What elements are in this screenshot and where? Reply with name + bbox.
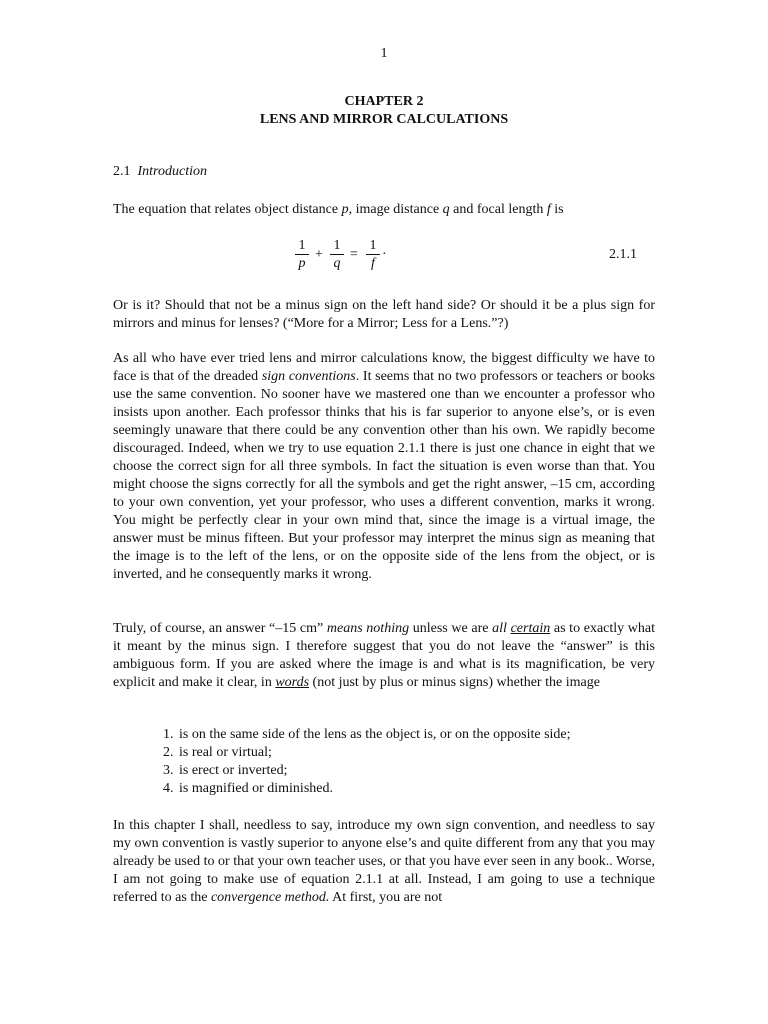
equation-number: 2.1.1 — [609, 247, 637, 262]
equation-end-dot: · — [382, 247, 387, 262]
section-number: 2.1 — [113, 164, 131, 179]
section-title: Introduction — [137, 164, 207, 179]
paragraph-sign-conventions: As all who have ever tried lens and mirror calculations know, the biggest difficulty we have to face is that of the dreaded sign conventions. It seems that no two professors or teachers or books use the same convention. No sooner have we mastered one than we encounter a professor who insists upon another. Each professor thinks that his is far superior to anyone else’s, or is even seemingly unaware that there could be any convention other than his own. We rapidly become discouraged. Indeed, when we try to use equation 2.1.1 there is just one chance in eight that we choose the correct sign for all three symbols. In fact the situation is even worse than that. You might choose the signs correctly for all the symbols and get the right answer, –15 cm, according to your own convention, yet your professor, who uses a different convention, marks it wrong. You might be perfectly clear in your own mind that, since the image is a virtual image, the answer must be minus fifteen. But your professor may interpret the minus sign as meaning that the image is to the left of the lens, or on the opposite side of the lens from the object, or is inverted, and he consequently marks it wrong. — [113, 351, 655, 582]
fraction-1-over-q: 1 q — [330, 237, 344, 272]
lens-equation — [290, 237, 400, 277]
list-item: 2. is real or virtual; — [177, 744, 571, 762]
list-item: 4. is magnified or diminished. — [177, 780, 571, 798]
page-number: 1 — [380, 46, 388, 61]
chapter-number: CHAPTER 2 — [344, 94, 424, 109]
intro-paragraph: The equation that relates object distance p, image distance q and focal length f is — [113, 202, 564, 217]
image-property-list — [155, 726, 571, 798]
paragraph-or-is-it: Or is it? Should that not be a minus sign on the left hand side? Or should it be a plus sign for mirrors and minus for lenses? (“More for a Mirror; Less for a Lens.”?) — [113, 298, 655, 331]
fraction-1-over-f: 1 f — [366, 237, 380, 272]
equals-operator: = — [350, 247, 358, 262]
chapter-title: LENS AND MIRROR CALCULATIONS — [259, 112, 509, 127]
list-item: 1. is on the same side of the lens as the object is, or on the opposite side; — [177, 726, 571, 744]
chapter-heading — [0, 93, 768, 129]
paragraph-this-chapter: In this chapter I shall, needless to say, introduce my own sign convention, and needless to say my own convention is vastly superior to anyone else’s and quite different from any that you may already be used to or that your own teacher uses, or that you have ever seen in any book.. Worse, I am not going to make use of equation 2.1.1 at all. Instead, I am going to use a technique referred to as the convergence method. At first, you are not — [113, 818, 655, 905]
section-heading — [113, 164, 207, 180]
list-item: 3. is erect or inverted; — [177, 762, 571, 780]
fraction-1-over-p: 1 p — [295, 237, 309, 272]
paragraph-truly: Truly, of course, an answer “–15 cm” means nothing unless we are all certain as to exactly what it meant by the minus sign. I therefore suggest that you do not leave the “answer” is this ambiguous form. If you are asked where the image is and what is its magnification, be very explicit and make it clear, in words (not just by plus or minus signs) whether the image — [113, 621, 656, 690]
plus-operator: + — [315, 247, 323, 262]
